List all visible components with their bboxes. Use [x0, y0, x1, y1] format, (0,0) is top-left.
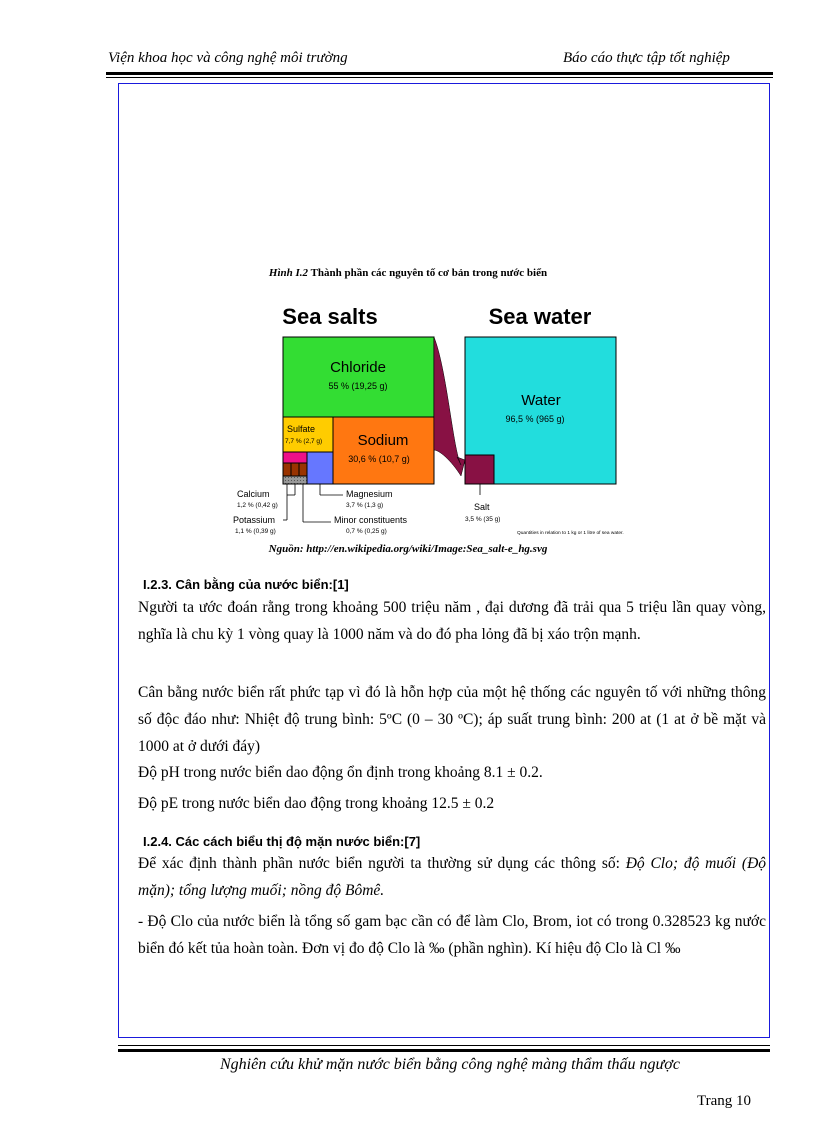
- section-heading-balance: I.2.3. Cân bằng của nước biển:[1]: [143, 577, 349, 592]
- sodium-label: Sodium: [357, 432, 409, 449]
- source-url: : http://en.wikipedia.org/wiki/Image:Sea_salt-e_hg.svg: [299, 543, 548, 555]
- salinity-p1-plain: Để xác định thành phần nước biển người ta thường sử dụng các thông số:: [138, 855, 626, 872]
- footer-title: Nghiên cứu khử mặn nước biển bằng công nghệ màng thẩm thấu ngược: [220, 1056, 680, 1073]
- calcium-value: 1,2 % (0,42 g): [237, 502, 278, 509]
- water-value: 96,5 % (965 g): [505, 414, 565, 424]
- balance-paragraph-pe: [138, 790, 766, 817]
- sulfate-value: 7,7 % (2,7 g): [285, 438, 323, 445]
- sodium-value: 30,6 % (10,7 g): [348, 454, 410, 464]
- salt-label: Salt: [474, 502, 490, 512]
- potassium-block: [283, 463, 307, 476]
- balance-p1-text: Người ta ước đoán rằng trong khoảng 500 triệu năm , đại dương đã trải qua 5 triệu lần quay vòng, nghĩa là chu kỳ 1 vòng quay là 1000 năm và do đó pha lỏng đã bị xáo trộn mạnh.: [138, 599, 766, 643]
- page-number: Trang 10: [697, 1093, 752, 1109]
- footer-rule-thin: [118, 1045, 770, 1046]
- figure-caption-text: Thành phần các nguyên tố cơ bản trong nước biển: [310, 267, 548, 279]
- section-heading-salinity: I.2.4. Các cách biểu thị độ mặn nước biển:[7]: [143, 834, 421, 849]
- salinity-paragraph-1: [138, 850, 766, 904]
- magnesium-label: Magnesium: [346, 489, 393, 499]
- header-institute: Viện khoa học và công nghệ môi trường: [108, 50, 348, 66]
- sulfate-label: Sulfate: [287, 424, 316, 434]
- sea-salts-title: Sea salts: [282, 304, 378, 329]
- figure-caption: [0, 267, 816, 279]
- chloride-label: Chloride: [330, 359, 386, 376]
- salt-block: [465, 455, 494, 484]
- sodium-block: [333, 417, 434, 484]
- calcium-block: [283, 452, 307, 463]
- salt-arrow: [434, 337, 465, 476]
- header-rule: [106, 72, 773, 75]
- potassium-label: Potassium: [233, 515, 276, 525]
- potassium-value: 1,1 % (0,39 g): [235, 528, 276, 535]
- water-label: Water: [521, 392, 561, 409]
- balance-paragraph-ph: [138, 759, 766, 786]
- balance-paragraph-2: [138, 679, 766, 760]
- balance-paragraph-1: [138, 594, 766, 648]
- sulfate-block: [283, 417, 333, 452]
- balance-p2-text: Cân bằng nước biển rất phức tạp vì đó là hỗn hợp của một hệ thống các nguyên tố với những thông số độc đáo như: Nhiệt độ trung bình: 5ºC (0 – 30 ºC); áp suất trung bình: 200 at (1 at ở bề mặt và 1000 at ở dưới đáy): [138, 684, 766, 755]
- sea-salt-figure: [225, 300, 635, 540]
- salt-value: 3,5 % (35 g): [465, 516, 501, 523]
- quantities-note: Quantities in relation to 1 kg or 1 litre of sea water.: [517, 531, 624, 536]
- salinity-p2-text: - Độ Clo của nước biển là tổng số gam bạc cần có để làm Clo, Brom, iot có trong 0.328523 kg nước biển đó kết tủa hoàn toàn. Đơn vị đo độ Clo là ‰ (phần nghìn). Kí hiệu độ Clo là Cl ‰: [138, 913, 766, 957]
- sea-water-title: Sea water: [488, 304, 592, 329]
- figure-source: [0, 543, 816, 555]
- minor-label: Minor constituents: [334, 515, 408, 525]
- header-rule-thin: [106, 77, 773, 78]
- source-label: Nguồn: [268, 543, 300, 555]
- salinity-p1-italic: Độ Clo; độ muối (Độ mặn); tổng lượng muối; nồng độ Bômê.: [138, 855, 767, 899]
- magnesium-value: 3,7 % (1,3 g): [346, 502, 384, 509]
- figure-caption-label: Hình I.2: [268, 267, 309, 279]
- magnesium-block: [307, 452, 333, 484]
- calcium-label: Calcium: [237, 489, 270, 499]
- minor-value: 0,7 % (0,25 g): [346, 528, 387, 535]
- footer-rule: [118, 1049, 770, 1052]
- chloride-value: 55 % (19,25 g): [328, 381, 388, 391]
- chloride-block: [283, 337, 434, 417]
- minor-constituents-block: [283, 476, 307, 484]
- header-report-type: Báo cáo thực tập tốt nghiệp: [563, 50, 730, 66]
- balance-p3-text: Độ pH trong nước biển dao động ổn định trong khoảng 8.1 ± 0.2.: [138, 764, 543, 781]
- salinity-paragraph-2: [138, 908, 766, 962]
- balance-p4-text: Độ pE trong nước biển dao động trong khoảng 12.5 ± 0.2: [138, 795, 495, 812]
